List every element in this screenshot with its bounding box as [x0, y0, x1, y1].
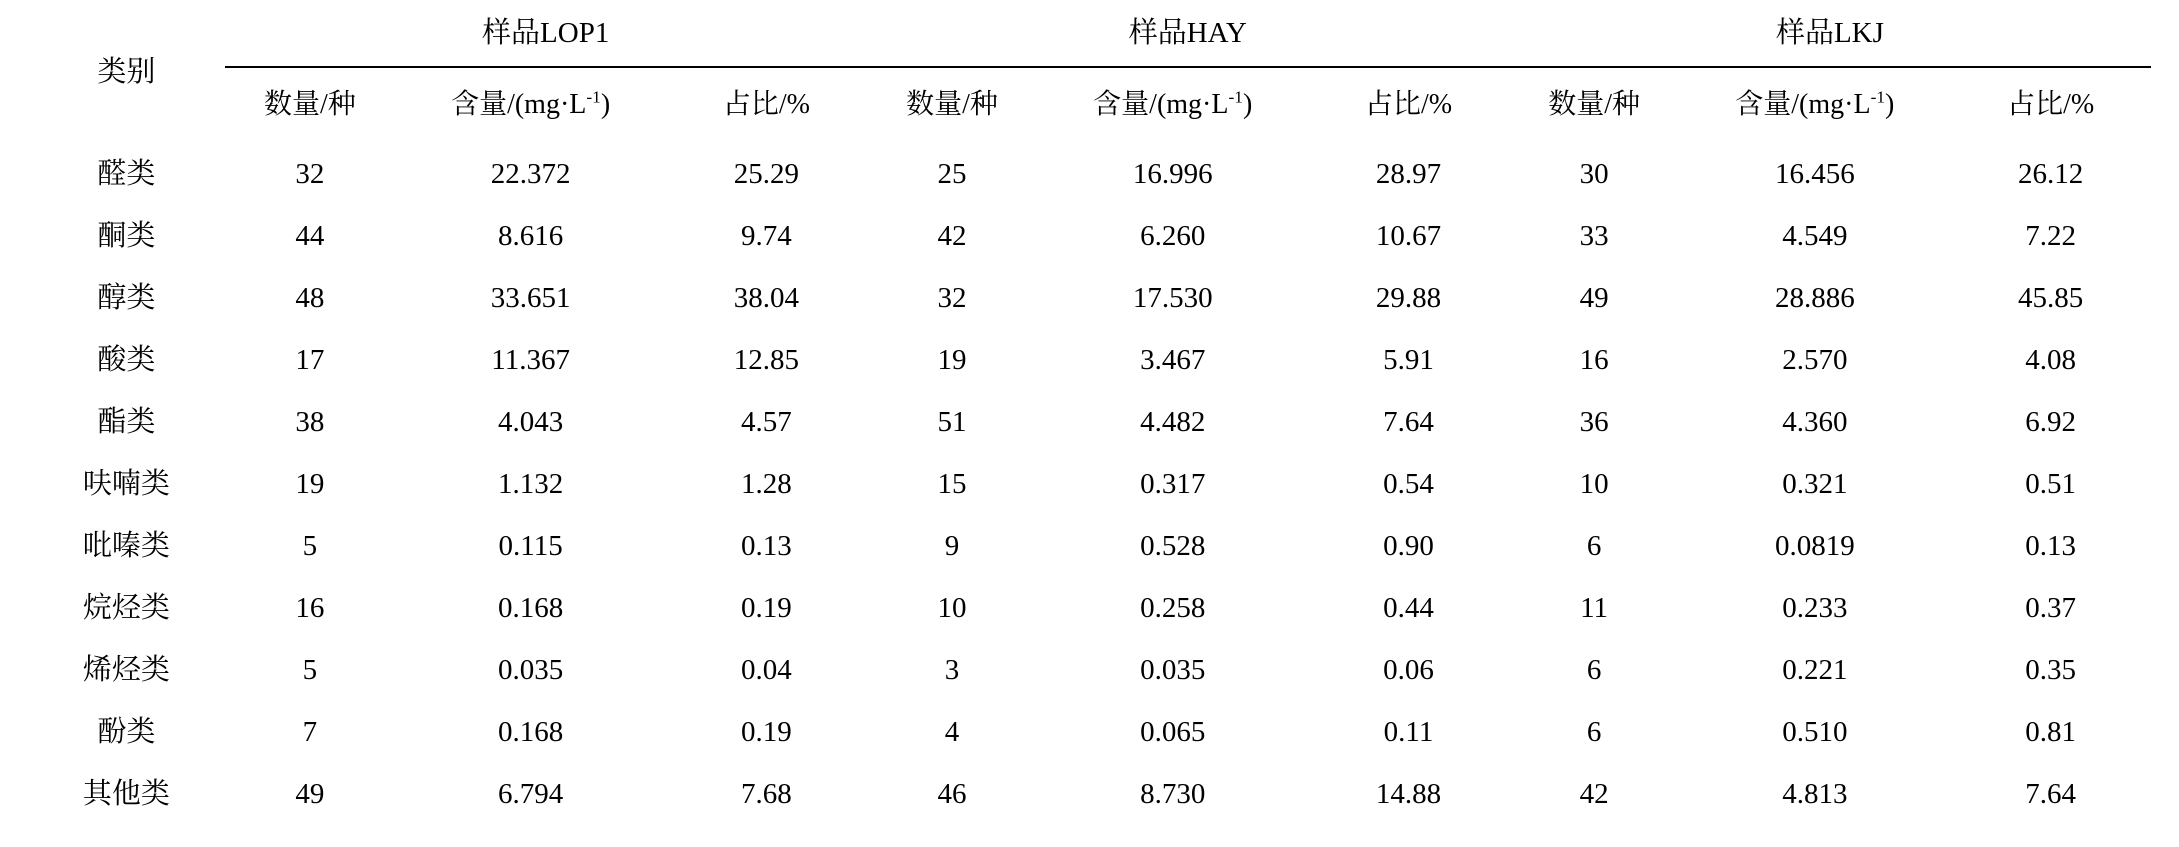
row-category: 醇类 [97, 282, 156, 315]
cell-hay-count: 15 [937, 468, 967, 501]
content-unit-prefix: 含量/(mg·L [1735, 88, 1871, 120]
cell-lkj-content: 4.813 [1782, 778, 1848, 811]
cell-hay-ratio: 0.54 [1383, 468, 1434, 501]
cell-hay-content: 0.065 [1140, 716, 1206, 749]
cell-lop1-ratio: 7.68 [741, 778, 792, 811]
cell-lkj-content: 0.321 [1782, 468, 1848, 501]
row-category: 烷烃类 [82, 592, 170, 625]
cell-lop1-content: 0.035 [498, 654, 564, 687]
cell-lkj-count: 42 [1579, 778, 1609, 811]
cell-hay-content: 8.730 [1140, 778, 1206, 811]
cell-hay-ratio: 0.06 [1383, 654, 1434, 687]
cell-lkj-content: 28.886 [1774, 282, 1855, 315]
cell-lop1-ratio: 0.19 [741, 716, 792, 749]
cell-lop1-ratio: 0.13 [741, 530, 792, 563]
cell-lop1-count: 7 [302, 716, 318, 749]
table-row [28, 206, 2151, 268]
cell-hay-count: 25 [937, 158, 967, 191]
content-unit-suffix: ) [1242, 88, 1253, 120]
row-category: 醛类 [97, 158, 156, 191]
cell-lkj-ratio: 0.37 [2025, 592, 2076, 625]
cell-hay-content: 0.258 [1140, 592, 1206, 625]
cell-lkj-count: 10 [1579, 468, 1609, 501]
cell-hay-content: 6.260 [1140, 220, 1206, 253]
table-row [28, 392, 2151, 454]
cell-lop1-count: 38 [295, 406, 325, 439]
cell-lop1-count: 32 [295, 158, 325, 191]
cell-lkj-content: 0.510 [1782, 716, 1848, 749]
cell-lop1-content: 0.168 [498, 716, 564, 749]
cell-hay-content: 16.996 [1132, 158, 1213, 191]
cell-lop1-ratio: 0.04 [741, 654, 792, 687]
cell-hay-count: 3 [944, 654, 960, 687]
cell-hay-count: 32 [937, 282, 967, 315]
subheader-lop1-count: 数量/种 [264, 88, 356, 120]
cell-lop1-content: 0.168 [498, 592, 564, 625]
cell-hay-content: 0.528 [1140, 530, 1206, 563]
cell-lkj-content: 0.233 [1782, 592, 1848, 625]
table-row [28, 144, 2151, 206]
cell-hay-content: 0.317 [1140, 468, 1206, 501]
cell-lop1-content: 0.115 [498, 530, 563, 563]
cell-lop1-count: 49 [295, 778, 325, 811]
content-unit-sup: -1 [1870, 87, 1886, 107]
cell-lkj-count: 36 [1579, 406, 1609, 439]
table-row [28, 764, 2151, 826]
cell-lop1-content: 22.372 [490, 158, 571, 191]
cell-lop1-ratio: 1.28 [741, 468, 792, 501]
cell-lkj-count: 6 [1586, 654, 1602, 687]
table-row [28, 702, 2151, 764]
group-header-lkj: 样品LKJ [1509, 6, 2151, 67]
subheader-lop1-content [395, 67, 666, 144]
cell-lop1-ratio: 38.04 [733, 282, 800, 315]
cell-lop1-content: 8.616 [498, 220, 564, 253]
table-row [28, 454, 2151, 516]
row-category: 吡嗪类 [82, 530, 170, 563]
cell-lop1-count: 44 [295, 220, 325, 253]
content-unit-suffix: ) [1885, 88, 1895, 120]
cell-hay-count: 4 [944, 716, 960, 749]
category-header: 类别 [97, 56, 156, 89]
cell-hay-count: 42 [937, 220, 967, 253]
cell-lkj-ratio: 26.12 [2018, 158, 2084, 191]
row-category: 酸类 [97, 344, 156, 377]
cell-hay-ratio: 0.11 [1383, 716, 1434, 749]
cell-lop1-count: 5 [302, 654, 318, 687]
cell-lop1-count: 48 [295, 282, 325, 315]
cell-lkj-ratio: 45.85 [2018, 282, 2084, 315]
cell-lkj-count: 49 [1579, 282, 1609, 315]
row-category: 呋喃类 [82, 468, 170, 501]
cell-hay-count: 10 [937, 592, 967, 625]
cell-lkj-content: 0.0819 [1774, 530, 1855, 563]
content-unit-prefix: 含量/(mg·L [1093, 88, 1229, 120]
row-category: 酯类 [97, 406, 156, 439]
cell-lkj-count: 33 [1579, 220, 1609, 253]
cell-hay-count: 46 [937, 778, 967, 811]
cell-lkj-count: 11 [1580, 592, 1609, 625]
cell-lkj-content: 4.360 [1782, 406, 1848, 439]
subheader-hay-content [1037, 67, 1308, 144]
subheader-lop1-ratio: 占比/% [722, 88, 810, 120]
cell-lkj-content: 2.570 [1782, 344, 1848, 377]
subheader-lkj-ratio: 占比/% [2007, 88, 2095, 120]
cell-lkj-ratio: 7.64 [2025, 778, 2076, 811]
cell-lkj-content: 4.549 [1782, 220, 1848, 253]
cell-lop1-ratio: 4.57 [741, 406, 792, 439]
cell-lop1-content: 33.651 [490, 282, 571, 315]
cell-lop1-content: 6.794 [498, 778, 564, 811]
volatile-compounds-table [28, 6, 2151, 826]
cell-lop1-count: 16 [295, 592, 325, 625]
subheader-hay-count: 数量/种 [906, 88, 998, 120]
cell-hay-ratio: 10.67 [1375, 220, 1442, 253]
cell-hay-ratio: 29.88 [1375, 282, 1442, 315]
cell-lkj-ratio: 0.35 [2025, 654, 2076, 687]
cell-hay-content: 17.530 [1132, 282, 1213, 315]
cell-lkj-content: 0.221 [1782, 654, 1848, 687]
row-category: 酮类 [97, 220, 156, 253]
cell-lkj-ratio: 0.81 [2025, 716, 2076, 749]
cell-hay-ratio: 5.91 [1383, 344, 1434, 377]
cell-hay-content: 4.482 [1140, 406, 1206, 439]
row-category: 酚类 [97, 716, 156, 749]
group-header-lop1: 样品LOP1 [225, 6, 867, 67]
cell-lkj-ratio: 0.51 [2025, 468, 2076, 501]
cell-lkj-content: 16.456 [1774, 158, 1855, 191]
content-unit-sup: -1 [1228, 87, 1243, 107]
table-row [28, 578, 2151, 640]
cell-lkj-ratio: 6.92 [2025, 406, 2076, 439]
cell-lop1-ratio: 12.85 [733, 344, 800, 377]
cell-lop1-content: 4.043 [498, 406, 564, 439]
cell-lkj-count: 6 [1586, 716, 1602, 749]
cell-hay-ratio: 7.64 [1383, 406, 1434, 439]
cell-lop1-ratio: 9.74 [741, 220, 792, 253]
cell-hay-content: 0.035 [1140, 654, 1206, 687]
cell-lkj-ratio: 0.13 [2025, 530, 2076, 563]
cell-lkj-ratio: 7.22 [2025, 220, 2076, 253]
table-row [28, 268, 2151, 330]
content-unit-suffix: ) [600, 88, 611, 120]
cell-hay-ratio: 0.90 [1383, 530, 1434, 563]
subheader-hay-ratio: 占比/% [1364, 88, 1453, 120]
table-row [28, 640, 2151, 702]
cell-lop1-content: 11.367 [491, 344, 570, 377]
cell-lop1-count: 17 [295, 344, 325, 377]
cell-lkj-count: 6 [1586, 530, 1602, 563]
content-unit-sup: -1 [586, 87, 601, 107]
cell-lkj-count: 30 [1579, 158, 1609, 191]
cell-lkj-count: 16 [1579, 344, 1609, 377]
cell-hay-count: 9 [944, 530, 960, 563]
table-row [28, 330, 2151, 392]
cell-lkj-ratio: 4.08 [2025, 344, 2076, 377]
group-header-row [28, 6, 2151, 67]
cell-lop1-ratio: 25.29 [733, 158, 800, 191]
subheader-lkj-count: 数量/种 [1548, 88, 1640, 120]
cell-lop1-count: 5 [302, 530, 318, 563]
cell-lop1-content: 1.132 [498, 468, 564, 501]
cell-hay-ratio: 0.44 [1383, 592, 1434, 625]
row-category: 其他类 [82, 778, 170, 811]
table-row [28, 516, 2151, 578]
subheader-row [28, 67, 2151, 144]
content-unit-prefix: 含量/(mg·L [451, 88, 587, 120]
subheader-lkj-content [1679, 67, 1950, 144]
row-category: 烯烃类 [82, 654, 170, 687]
cell-hay-count: 51 [937, 406, 967, 439]
cell-hay-content: 3.467 [1140, 344, 1206, 377]
cell-lop1-ratio: 0.19 [741, 592, 792, 625]
cell-lop1-count: 19 [295, 468, 325, 501]
cell-hay-count: 19 [937, 344, 967, 377]
group-header-hay: 样品HAY [867, 6, 1509, 67]
cell-hay-ratio: 14.88 [1375, 778, 1442, 811]
cell-hay-ratio: 28.97 [1375, 158, 1442, 191]
